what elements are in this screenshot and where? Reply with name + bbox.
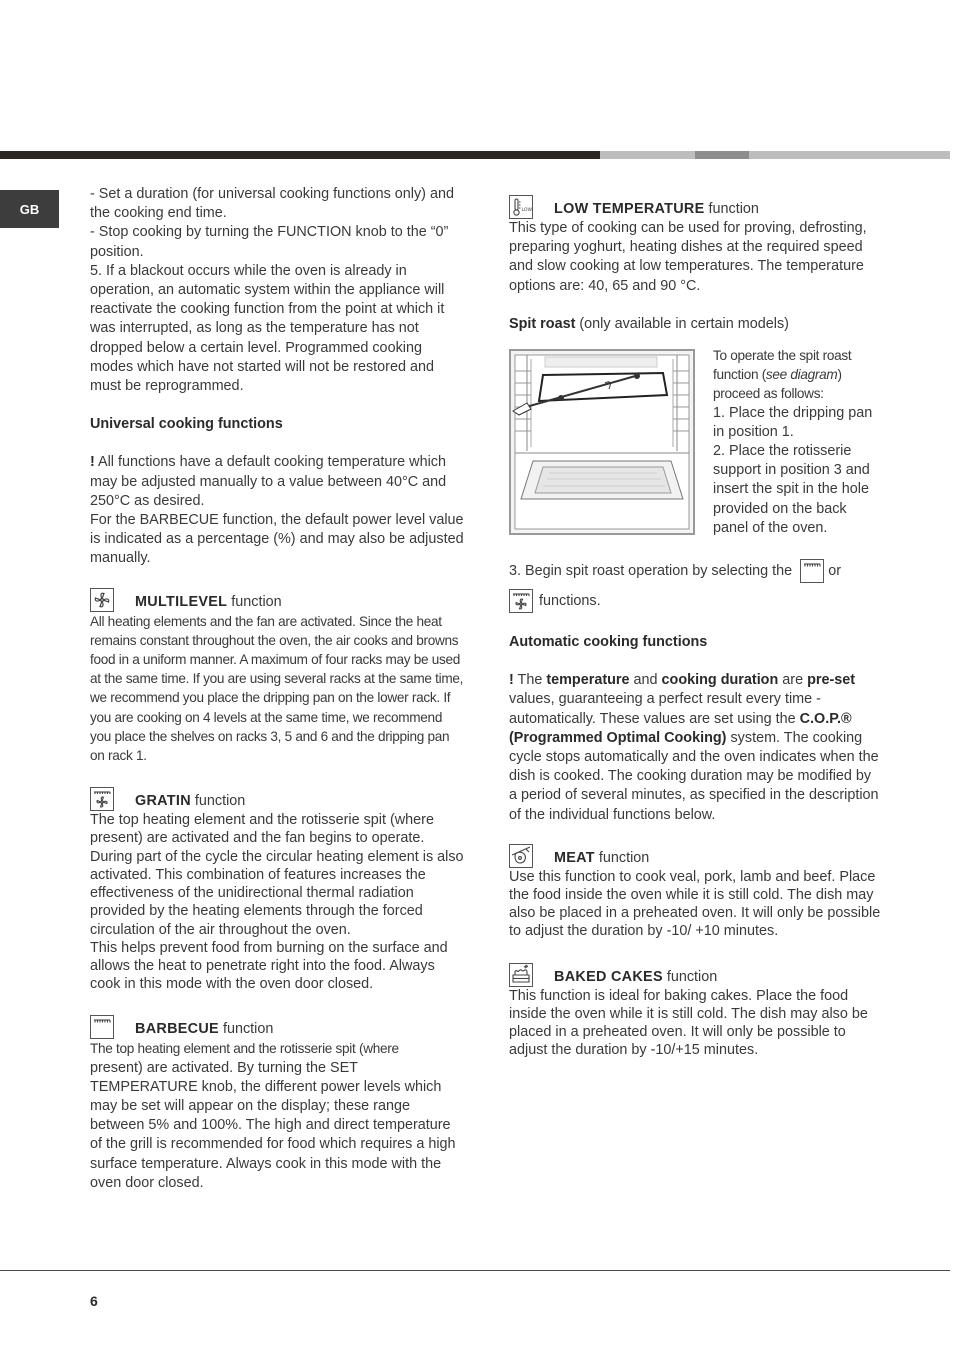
header-bar (0, 151, 954, 159)
barbecue-title: BARBECUE (135, 1021, 219, 1038)
thermometer-low-icon (509, 195, 533, 219)
spit-step-3-cont (509, 589, 883, 613)
meat-text: Use this function to cook veal, pork, lamb and beef. Place the food inside the oven while it is still cold. The dish may also be placed in a preheated oven. It will only be possible to adjust the duration by -10/ +10 minutes. (509, 868, 881, 940)
paragraph: - Stop cooking by turning the FUNCTION knob to the “0” position. (90, 224, 449, 260)
meat-heading (509, 842, 883, 868)
spit-roast-title: Spit roast (509, 315, 576, 332)
multilevel-heading (90, 586, 464, 612)
low-temperature-title: LOW TEMPERATURE (554, 201, 705, 217)
header-bar-dark (0, 151, 600, 159)
multilevel-text: All heating elements and the fan are activated. Since the heat remains constant throughout the oven, the air cooks and browns food in a uniform manner. A maximum of four racks may be used at the same time. If you are using several racks at the same time, we recommend you place the dripping pan on the lower rack. If you are cooking on 4 levels at the same time, we recommend you place the shelves on racks 3, 5 and 6 and the dripping pan on rack 1. (90, 613, 464, 764)
spit-step-2: 2. Place the rotisserie support in position 3 and insert the spit in the hole provided on the back panel of the oven. (713, 443, 870, 536)
barbecue-text-first-line: The top heating element and the rotisserie spit (where (90, 1041, 399, 1057)
gratin-icon (509, 589, 533, 613)
header-bar-light-end (749, 151, 950, 159)
section-heading-automatic: Automatic cooking functions (509, 634, 708, 651)
auto-b3: pre-set (807, 672, 856, 689)
auto-b1: temperature (546, 672, 630, 689)
barbecue-text: present) are activated. By turning the SET TEMPERATURE knob, the different power levels which may be set will appear on the display; these range between 5% and 100%. The high and direct temperature of the grill is recommended for food which requires a high surface temperature. Always cook in this mode with the oven door closed. (90, 1059, 456, 1191)
baked-cakes-heading (509, 961, 883, 987)
auto-t1: The (513, 672, 547, 689)
auto-t3: are (778, 672, 808, 689)
gratin-heading (90, 785, 464, 811)
gratin-text-2: This helps prevent food from burning on the surface and allows the heat to penetrate right into the food. Always cook in this mode with the oven door closed. (90, 939, 448, 993)
note-mark: ! (509, 672, 514, 689)
function-word: function (190, 793, 246, 810)
auto-b4: C.O.P.® (Programmed Optimal Cooking) (509, 710, 852, 746)
auto-b2: cooking duration (661, 672, 779, 689)
functions-word: functions. (539, 592, 601, 609)
note-text: All functions have a default cooking temperature which may be adjusted manually to a value between 40°C and 250°C as desired. (90, 454, 447, 509)
meat-icon (509, 844, 533, 868)
barbecue-icon (800, 559, 824, 583)
auto-t5: system. The cooking cycle stops automatically and the oven indicates when the dish is cooked. The cooking duration may be modified by a period of several minutes, as specified in the description of the individual functions below. (509, 729, 879, 823)
note-mark: ! (90, 454, 95, 471)
function-word: function (704, 201, 759, 217)
section-heading-universal: Universal cooking functions (90, 416, 283, 433)
spit-intro-b: ) proceed as follows: (713, 367, 842, 402)
function-word: function (218, 1021, 274, 1038)
footer-rule (0, 1270, 950, 1271)
function-word: function (227, 593, 282, 610)
meat-title: MEAT (554, 849, 595, 866)
spit-step-3-text: 3. Begin spit roast operation by selecting the (509, 562, 793, 579)
spit-roast-instructions (713, 346, 883, 538)
cake-icon (509, 963, 533, 987)
spit-step-1: 1. Place the dripping pan in position 1. (713, 404, 873, 440)
gratin-icon (90, 787, 114, 811)
spit-roast-heading (509, 315, 883, 334)
left-column (90, 185, 464, 1193)
baked-cakes-text: This function is ideal for baking cakes. Place the food inside the oven while it is still cold. The dish may also be placed in a preheated oven. It will only be possible to adjust the duration by -10/+15 minutes. (509, 987, 868, 1059)
function-word: function (594, 849, 650, 866)
header-bar-light (600, 151, 695, 159)
barbecue-heading (90, 1013, 464, 1039)
spit-step-3 (509, 559, 883, 583)
auto-t4: values, guaranteeing a perfect result every time - automatically. These values are set using the (509, 691, 821, 727)
automatic-note (509, 671, 883, 825)
low-temperature-heading (509, 193, 883, 219)
page-number: 6 (90, 1293, 98, 1309)
spit-roast-note: (only available in certain models) (575, 315, 789, 332)
function-word: function (662, 968, 718, 985)
baked-cakes-title: BAKED CAKES (554, 968, 663, 985)
or-word: or (828, 562, 841, 579)
spit-intro-a: To operate the spit roast function ( (713, 348, 852, 383)
spit-roast-block (509, 346, 883, 559)
note-paragraph (90, 453, 464, 511)
auto-t2: and (629, 672, 662, 689)
spit-roast-diagram (509, 349, 695, 535)
multilevel-title: MULTILEVEL (135, 593, 228, 610)
gratin-title: GRATIN (135, 793, 191, 810)
multilevel-icon (90, 588, 114, 612)
low-temperature-text: This type of cooking can be used for proving, defrosting, preparing yoghurt, heating dishes at the required speed and slow cooking at low temperatures. The temperature options are: 40, 65 and 90 °C. (509, 220, 867, 294)
language-tab: GB (0, 190, 59, 228)
header-bar-mid (695, 151, 749, 159)
barbecue-icon (90, 1015, 114, 1039)
paragraph: - Set a duration (for universal cooking functions only) and the cooking end time. (90, 186, 454, 222)
paragraph: 5. If a blackout occurs while the oven is already in operation, an automatic system within the appliance will reactivate the cooking function from the point at which it was interrupted, as long as the temperature has not dropped below a certain level. Programmed cooking modes which have not started will not be restored and must be reprogrammed. (90, 262, 445, 395)
right-column (509, 193, 883, 1059)
gratin-text: The top heating element and the rotisserie spit (where present) are activated and the fan begins to operate. During part of the cycle the circular heating element is also activated. This combination of features increases the effectiveness of the unidirectional thermal radiation provided by the heating elements through the forced circulation of the air throughout the oven. (90, 812, 464, 938)
spit-intro (713, 346, 883, 404)
spit-intro-italic: see diagram (765, 367, 838, 383)
paragraph: For the BARBECUE function, the default power level value is indicated as a percentage (%) and may also be adjusted manually. (90, 512, 464, 567)
low-icon-label: LOW (521, 208, 532, 213)
